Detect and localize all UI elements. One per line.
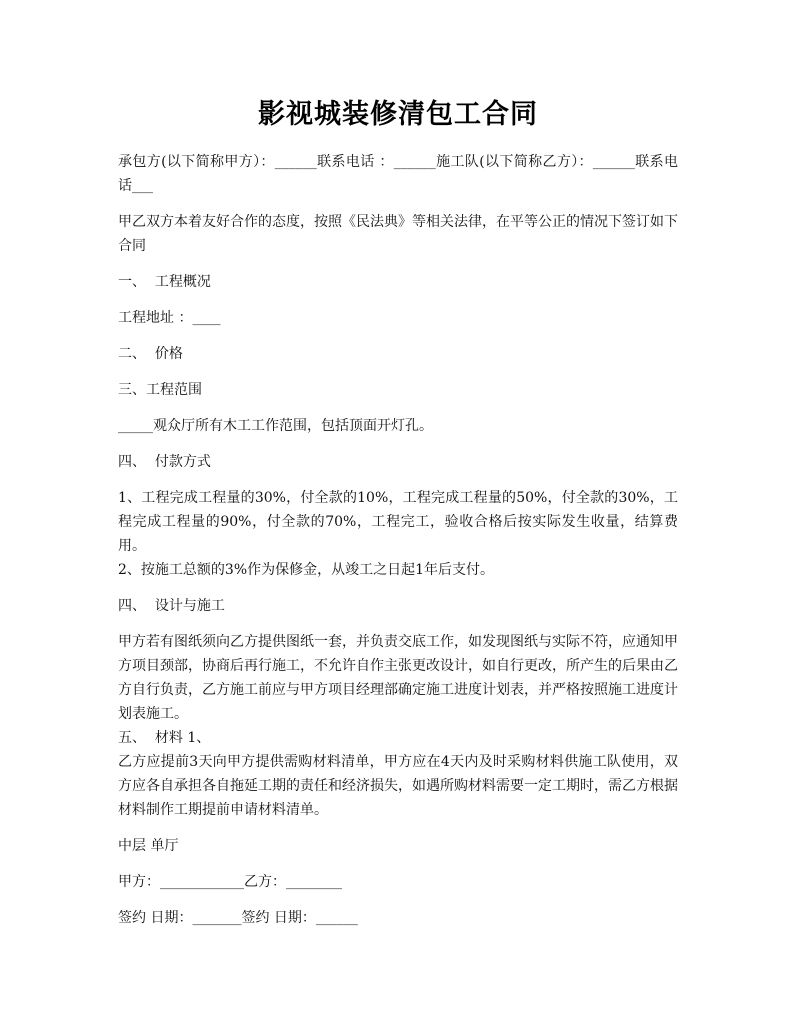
intro-paragraph: 甲乙双方本着友好合作的态度，按照《民法典》等相关法律，在平等公正的情况下签订如下合同 (118, 214, 678, 254)
signature-dates: 签约 日期：_______签约 日期：______ (118, 910, 358, 926)
section-4-heading: 四、 付款方式 (118, 454, 211, 470)
payment-item-2: 2、按施工总额的3%作为保修金，从竣工之日起1年后支付。 (118, 562, 495, 578)
section-3-heading: 三、工程范围 (118, 382, 202, 398)
materials-paragraph: 乙方应提前3天向甲方提供需购材料清单，甲方应在4天内及时采购材料供施工队使用，双方应各自承担各自拖延工期的责任和经济损失，如遇所购材料需要一定工期时，需乙方根据材料制作工期提前申请材料清单。 (118, 754, 678, 818)
document-body (118, 150, 678, 942)
location-line: 中层 单厅 (118, 838, 179, 854)
parties-paragraph: 承包方(以下简称甲方）：______联系电话 ：______施工队(以下简称乙方）：______联系电话___ (118, 154, 678, 194)
scope-paragraph: _____观众厅所有木工工作范围，包括顶面开灯孔。 (118, 418, 433, 434)
section-1-heading: 一、 工程概况 (118, 274, 211, 290)
payment-item-1: 1、工程完成工程量的30%，付全款的10%，工程完成工程量的50%，付全款的30%，工程完成工程量的90%，付全款的70%，工程完工，验收合格后按实际发生收量，结算费用。 (118, 490, 678, 554)
section-5-heading: 五、 材料 1、 (118, 730, 211, 746)
section-2-heading: 二、 价格 (118, 346, 183, 362)
design-paragraph: 甲方若有图纸须向乙方提供图纸一套，并负责交底工作，如发现图纸与实际不符，应通知甲方项目颈部，协商后再行施工，不允许自作主张更改设计，如自行更改，所产生的后果由乙方自行负责，乙方施工前应与甲方项目经理部确定施工进度计划表，并严格按照施工进度计划表施工。 (118, 634, 678, 722)
section-4b-heading: 四、 设计与施工 (118, 598, 225, 614)
document-title: 影视城装修清包工合同 (258, 99, 538, 130)
project-address: 工程地址 ：____ (118, 310, 221, 326)
signature-parties: 甲方：____________乙方：________ (118, 874, 342, 890)
